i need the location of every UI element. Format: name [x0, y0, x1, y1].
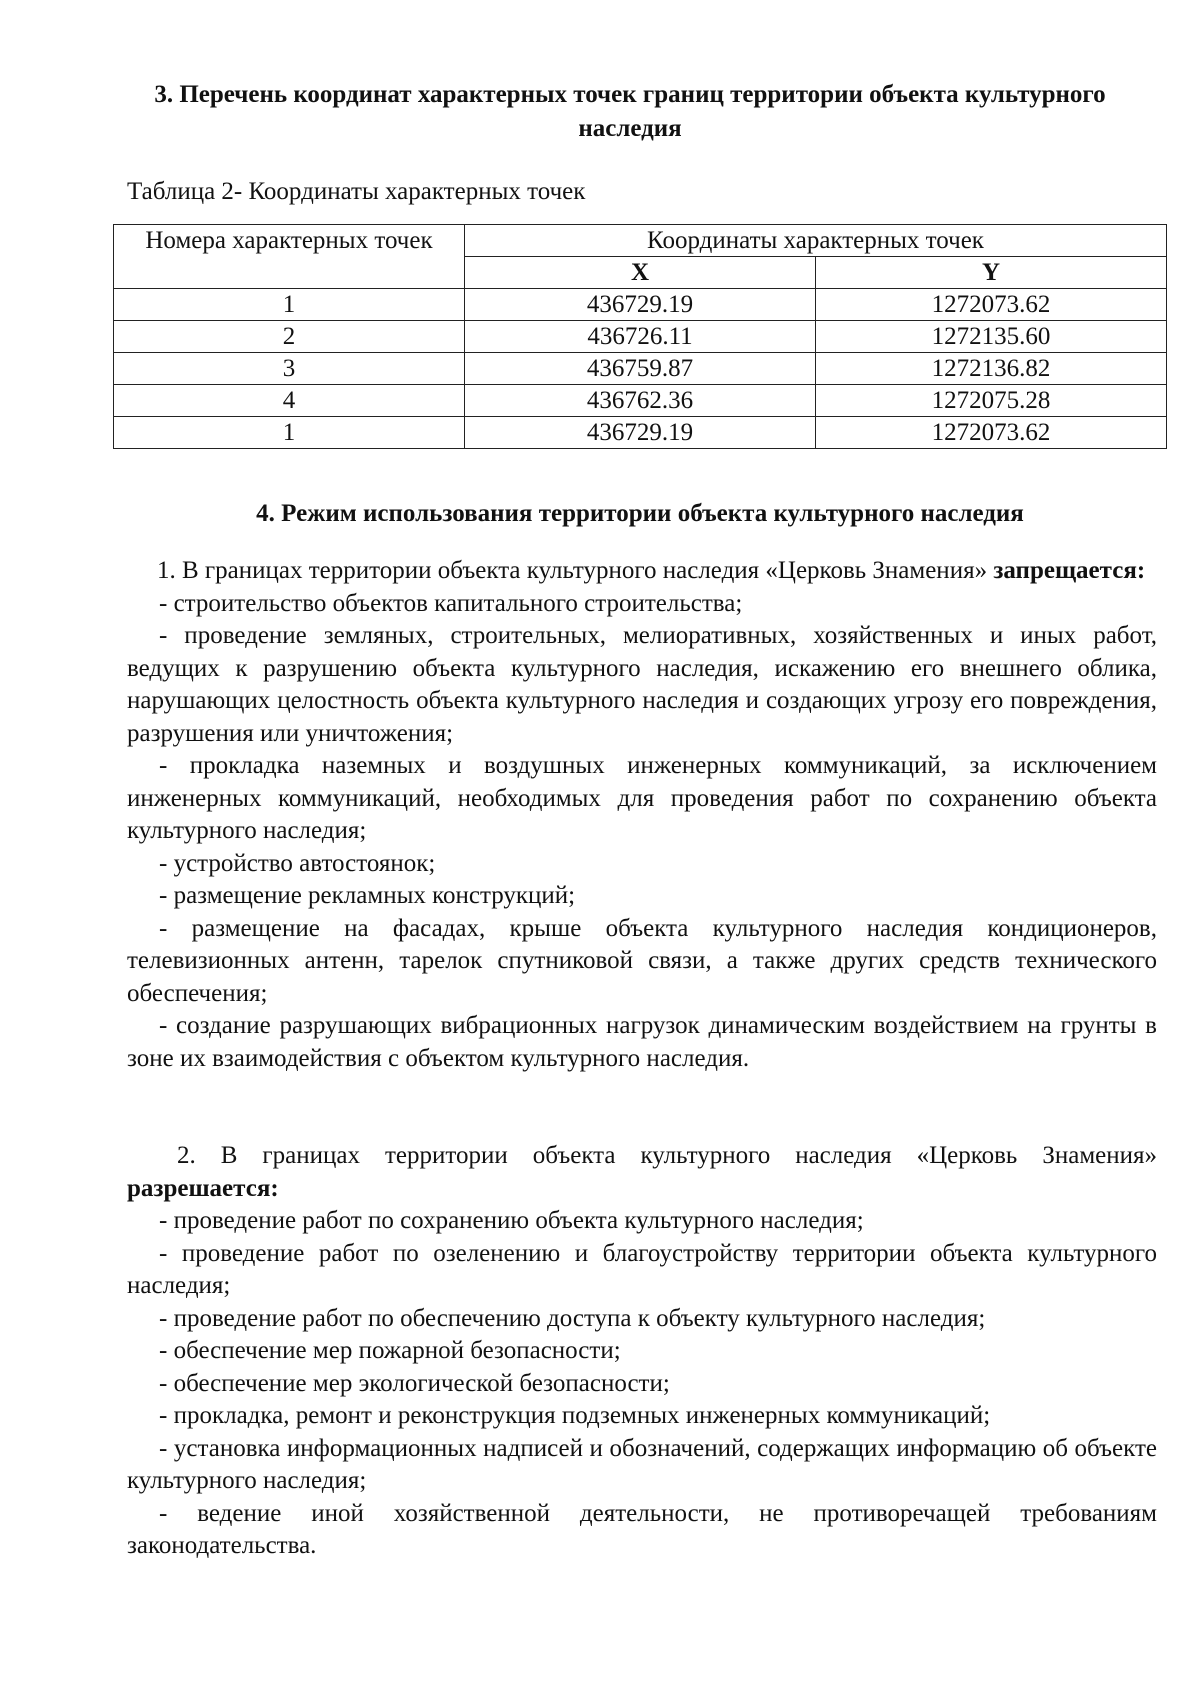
header-point-numbers: Номера характерных точек [114, 225, 465, 289]
coord-y: 1272135.60 [816, 321, 1167, 353]
table-row [114, 289, 1167, 321]
list-item: - проведение работ по обеспечению доступа к объекту культурного наследия; [159, 1304, 986, 1332]
section-4-title: 4. Режим использования территории объекта культурного наследия [256, 500, 1024, 527]
coord-x: 436729.19 [465, 417, 816, 449]
coord-x: 436729.19 [465, 289, 816, 321]
paragraph-2-intro-text: 2. В границах территории объекта культурного наследия «Церковь Знамения» [177, 1142, 1157, 1169]
prohibited-block [127, 555, 1157, 1075]
table-row [114, 321, 1167, 353]
list-item: - прокладка, ремонт и реконструкция подземных инженерных коммуникаций; [159, 1402, 991, 1429]
table-caption: Таблица 2- Координаты характерных точек [127, 178, 586, 205]
point-number: 2 [114, 321, 465, 353]
list-item: - строительство объектов капитального строительства; [159, 589, 743, 617]
point-number: 4 [114, 385, 465, 417]
paragraph-1-intro-text: 1. В границах территории объекта культурного наследия «Церковь Знамения» [157, 557, 988, 584]
point-number: 3 [114, 353, 465, 385]
permitted-block [127, 1140, 1157, 1563]
paragraph-2-verb: разрешается: [127, 1174, 279, 1202]
header-y: Y [816, 257, 1167, 289]
table-row [114, 353, 1167, 385]
list-item: - размещение рекламных конструкций; [159, 882, 576, 909]
list-item: - проведение работ по сохранению объекта культурного наследия; [159, 1207, 864, 1234]
paragraph-1-verb: запрещается: [993, 557, 1146, 584]
coord-y: 1272136.82 [816, 353, 1167, 385]
list-item: - создание разрушающих вибрационных нагрузок динамическим воздействием на грунты в зоне их взаимодействия с объектом культурного наследия. [127, 1012, 1157, 1072]
point-number: 1 [114, 417, 465, 449]
list-item: - прокладка наземных и воздушных инженерных коммуникаций, за исключением инженерных коммуникаций, необходимых для проведения работ по сохранению объекта культурного наследия; [127, 752, 1157, 844]
table-row [114, 417, 1167, 449]
list-item: - установка информационных надписей и обозначений, содержащих информацию об объекте культурного наследия; [127, 1434, 1157, 1494]
list-item: - проведение земляных, строительных, мелиоративных, хозяйственных и иных работ, ведущих к разрушению объекта культурного наследия, искажению его внешнего облика, нарушающих целостность объекта культурного наследия и создающих угрозу его повреждения, разрушения или уничтожения; [127, 622, 1157, 747]
header-x: X [465, 257, 816, 289]
header-coordinates: Координаты характерных точек [465, 225, 1167, 257]
table-row [114, 385, 1167, 417]
coord-x: 436762.36 [465, 385, 816, 417]
coord-y: 1272073.62 [816, 289, 1167, 321]
paragraph-1-intro [127, 555, 1157, 588]
list-item: - проведение работ по озеленению и благоустройству территории объекта культурного наследия; [127, 1239, 1157, 1299]
point-number: 1 [114, 289, 465, 321]
list-item: - ведение иной хозяйственной деятельности, не противоречащей требованиям законодательства. [127, 1499, 1157, 1559]
coord-x: 436759.87 [465, 353, 816, 385]
list-item: - устройство автостоянок; [159, 849, 436, 877]
list-item: - обеспечение мер пожарной безопасности; [159, 1337, 621, 1364]
section-3-title: 3. Перечень координат характерных точек границ территории объекта культурного наследия [154, 81, 1106, 142]
coordinates-table [113, 224, 1167, 449]
list-item: - размещение на фасадах, крыше объекта культурного наследия кондиционеров, телевизионных антенн, тарелок спутниковой связи, а также других средств технического обеспечения; [127, 914, 1157, 1007]
coord-y: 1272075.28 [816, 385, 1167, 417]
list-item: - обеспечение мер экологической безопасности; [159, 1369, 670, 1397]
coord-y: 1272073.62 [816, 417, 1167, 449]
paragraph-2-intro [127, 1140, 1157, 1205]
coord-x: 436726.11 [465, 321, 816, 353]
